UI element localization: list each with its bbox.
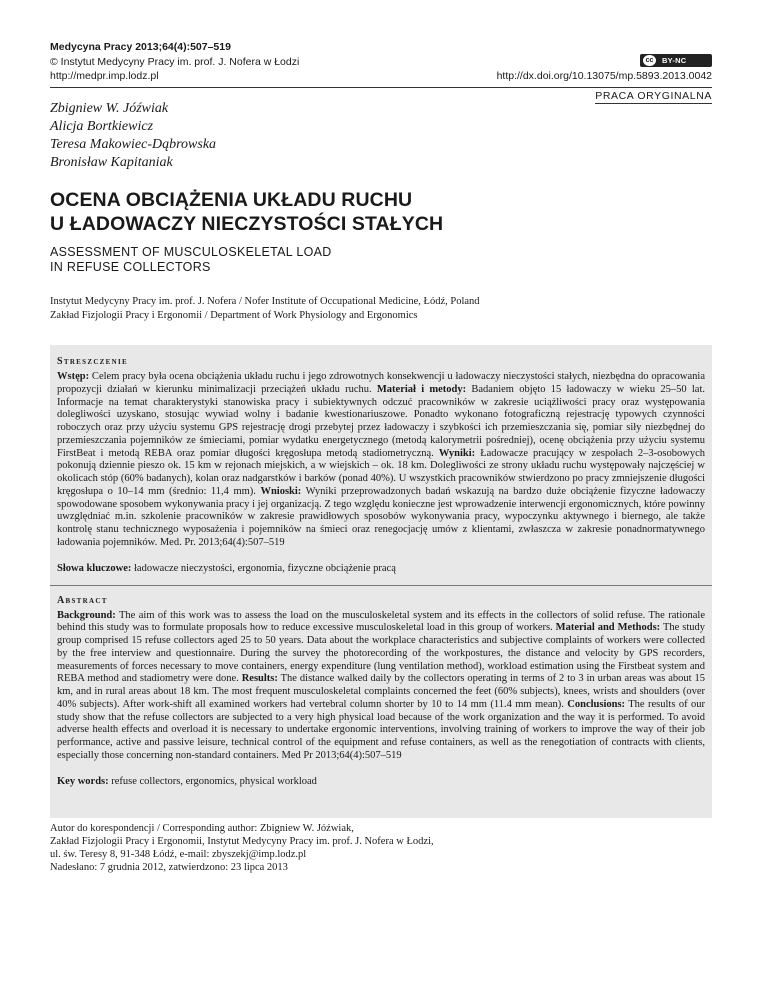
cc-icon: cc [643,55,656,66]
keywords-label: Słowa kluczowe: [57,562,132,574]
author-name: Zbigniew W. Jóźwiak [50,101,169,116]
correspondence-line: Nadesłano: 7 grudnia 2012, zatwierdzono: 23 lipca 2013 [50,862,288,873]
license-label: BY-NC [662,56,687,65]
author-name: Teresa Makowiec-Dąbrowska [50,137,217,152]
keywords-pl [57,562,705,575]
license-badge[interactable] [640,54,712,67]
section-label: Background: [57,609,116,621]
section-text: The study group comprised 15 refuse collectors aged 25 to 50 years. Data about the workplace characteristics and subjective complaints of workers were collected by the free interview and questionnaire. During the survey the photorecording of the workpostures, the distance and velocity by GPS recorders, measurements of forces necessary to move containers, energy expenditure (lung ventilation method), workload estimation using the Firstbeat system and REBA method and stadiometry were done. [57,622,706,685]
keywords-text: refuse collectors, ergonomics, physical workload [108,775,317,787]
abstract-en-text [57,610,705,763]
article-title-en [50,245,332,275]
keywords-text: ładowacze nieczystości, ergonomia, fizyczne obciążenie pracą [131,562,396,574]
title-line: IN REFUSE COLLECTORS [50,260,211,274]
journal-name: Medycyna Pracy 2013;64(4):507–519 [50,41,231,53]
author-list [50,100,216,172]
journal-copyright: © Instytut Medycyny Pracy im. prof. J. Nofera w Łodzi [50,55,300,68]
section-text: Celem pracy była ocena obciążenia układu ruchu i jego zdrowotnych konsekwencji u ładowaczy nieczystości stałych, niezbędna do opracowania propozycji działań w kierunku minimalizacji przeciążeń układu ruchu. [57,371,705,395]
doi-link[interactable]: http://dx.doi.org/10.13075/mp.5893.2013.0042 [496,70,712,82]
section-label: Conclusions: [567,698,626,710]
title-line: OCENA OBCIĄŻENIA UKŁADU RUCHU [50,189,413,211]
title-line: U ŁADOWACZY NIECZYSTOŚCI STAŁYCH [50,212,444,235]
author-name: Alicja Bortkiewicz [50,119,154,134]
section-label: Material and Methods: [555,622,661,634]
affiliation: Zakład Fizjologii Pracy i Ergonomii / Department of Work Physiology and Ergonomics [50,309,418,321]
section-text: The distance walked daily by the collectors operating in terms of 2 to 3 in urban areas was about 15 km, and in rural areas about 18 km. The most frequent musculoskeletal complaints concerned the feet (60% subjects), knees, wrists and shoulders (over 40% subjects). After work-shift all examined workers had vertebral column shorter by 10 to 14 mm (11.4 mm mean). [57,673,705,710]
correspondence-line: Zakład Fizjologii Pracy i Ergonomii, Instytut Medycyny Pracy im. prof. J. Nofera w Łodzi, [50,836,434,847]
header-divider [50,87,712,88]
title-line: ASSESSMENT OF MUSCULOSKELETAL LOAD [50,245,332,259]
affiliations [50,295,480,322]
journal-url[interactable]: http://medpr.imp.lodz.pl [50,70,159,82]
correspondence-line: ul. św. Teresy 8, 91-348 Łódź, e-mail: zbyszekj@imp.lodz.pl [50,849,307,860]
section-label: Wyniki: [438,447,476,459]
section-text: Ładowacze pracujący w zespołach 2–3-osobowych pokonują dziennie pieszo ok. 15 km w rejonach miejskich, a w wiejskich – ok. 18 km. Dolegliwości ze strony układu ruchu występowały najczęściej w okolicach stóp (60% badanych), kolan oraz nadgarstków i barków (ponad 40%). U wszystkich pracowników stwierdzono po pracy zmniejszenie długości kręgosłupa o 10–14 mm (średnio: 11,4 mm). [57,447,705,497]
section-label: Wstęp: [57,371,90,382]
abstract-box [50,345,712,818]
section-label: Results: [241,673,278,685]
abstract-pl-text [57,371,705,550]
keywords-label: Key words: [57,775,109,787]
section-text: The results of our study show that the refuse collectors are subjected to a very high physical load because of the work organization and the way it is performed. To avoid adverse health effects and overload it is necessary to undertake ergonomic interventions, involving training of workers to improve the way of their job performance, active and passive leisure, technical control of the equipment and refuse containers, as well as the renegotiation of contracts with clients, especially those concerning non-standard containers. Med Pr 2013;64(4):507–519 [57,698,705,761]
section-label: Materiał i metody: [376,383,467,395]
affiliation: Instytut Medycyny Pracy im. prof. J. Nofera / Nofer Institute of Occupational Medicine, Łódź, Poland [50,296,480,307]
section-text: The aim of this work was to assess the load on the musculoskeletal system and its effects in the collectors of solid refuse. The rationale behind this study was to formulate proposals how to reduce excessive musculoskeletal load in this group of workers. [57,609,705,634]
abstract-pl-heading: Streszczenie [57,356,128,367]
section-label: Wnioski: [260,485,302,497]
article-title-pl [50,189,443,236]
section-text: Wyniki przeprowadzonych badań wskazują na bardzo duże obciążenie fizyczne ładowaczy spowodowane sposobem wykonywania pracy i jej organizacją. Z tego względu konieczne jest wprowadzenie interwencji ergonomicznych, które powinny uwzględniać m.in. szkolenie pracowników w zakresie prawidłowych sposobów wykonywania pracy, wypoczynku aktywnego i biernego, ale także kontrolę stanu technicznego wyposażenia i pojemników na śmieci oraz renegocjację umów z klientami, zwłaszcza w zakresie ponadnormatywnego ładowania pojemników. Med. Pr. 2013;64(4):507–519 [57,485,705,548]
abstract-en-heading: Abstract [57,594,108,606]
correspondence-line: Autor do korespondencji / Corresponding author: Zbigniew W. Jóźwiak, [50,823,354,834]
section-text: Badaniem objęto 15 ładowaczy w wieku 25–50 lat. Informacje na temat charakterystyki stanowiska pracy i subiektywnych odczuć pracowników w zakresie uciążliwości pracy oraz występowania dolegliwości uzyskano, stosując wywiad wolny i badanie kwestionariuszowe. Ponadto wykonano fotograficzną rejestrację typowych czynności roboczych oraz przy użyciu systemu GPS rejestrację drogi przebytej przez ładowaczy i szybkości ich przemieszczania się, pomiar siły niezbędnej do przemieszczania pojemników ze śmieciami, pomiar wydatku energetycznego (metodą kalorymetrii pośredniej), ocenę obciążenia przy użyciu systemu FirstBeat i metodą REBA oraz pomiar długości kręgosłupa metodą stadiometryczną. [57,383,705,459]
author-name: Bronisław Kapitaniak [50,155,173,170]
journal-header [50,40,299,84]
correspondence [50,822,434,874]
article-type: PRACA ORYGINALNA [595,90,712,102]
abstract-divider [50,585,712,586]
keywords-en [57,775,705,788]
